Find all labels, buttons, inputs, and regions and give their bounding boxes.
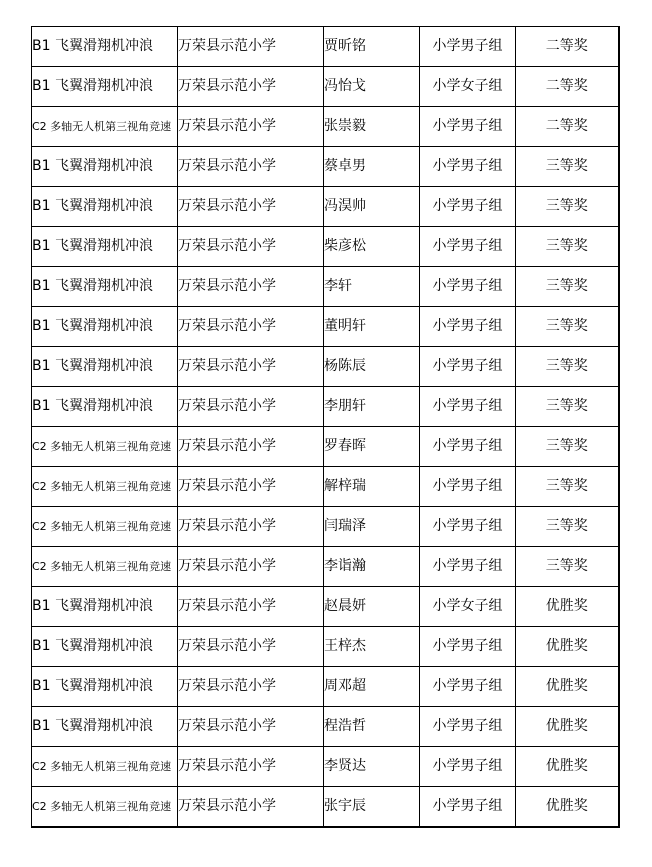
- award-cell: 三等奖: [516, 467, 619, 507]
- student-name-cell: 赵晨妍: [324, 587, 420, 627]
- school-cell: 万荣县示范小学: [178, 507, 324, 547]
- table-row: [32, 587, 619, 627]
- student-name-cell: 张宇辰: [324, 787, 420, 828]
- event-cell: B1 飞翼滑翔机冲浪: [32, 147, 178, 187]
- award-cell: 优胜奖: [516, 707, 619, 747]
- student-name-cell: 周邓超: [324, 667, 420, 707]
- award-cell: 二等奖: [516, 27, 619, 67]
- event-cell: B1 飞翼滑翔机冲浪: [32, 707, 178, 747]
- award-cell: 三等奖: [516, 507, 619, 547]
- school-cell: 万荣县示范小学: [178, 587, 324, 627]
- group-cell: 小学男子组: [420, 427, 516, 467]
- table-row: [32, 427, 619, 467]
- group-cell: 小学男子组: [420, 107, 516, 147]
- event-cell: B1 飞翼滑翔机冲浪: [32, 627, 178, 667]
- group-cell: 小学男子组: [420, 787, 516, 828]
- award-cell: 优胜奖: [516, 587, 619, 627]
- results-table-body: [32, 27, 619, 828]
- event-cell: C2 多轴无人机第三视角竞速: [32, 787, 178, 828]
- student-name-cell: 李轩: [324, 267, 420, 307]
- event-cell: B1 飞翼滑翔机冲浪: [32, 267, 178, 307]
- event-cell: C2 多轴无人机第三视角竞速: [32, 747, 178, 787]
- event-cell: C2 多轴无人机第三视角竞速: [32, 467, 178, 507]
- student-name-cell: 程浩哲: [324, 707, 420, 747]
- group-cell: 小学男子组: [420, 187, 516, 227]
- student-name-cell: 李朋轩: [324, 387, 420, 427]
- student-name-cell: 冯怡戈: [324, 67, 420, 107]
- school-cell: 万荣县示范小学: [178, 787, 324, 828]
- student-name-cell: 柴彦松: [324, 227, 420, 267]
- school-cell: 万荣县示范小学: [178, 267, 324, 307]
- award-cell: 优胜奖: [516, 747, 619, 787]
- group-cell: 小学男子组: [420, 227, 516, 267]
- table-row: [32, 507, 619, 547]
- group-cell: 小学男子组: [420, 307, 516, 347]
- event-cell: B1 飞翼滑翔机冲浪: [32, 27, 178, 67]
- award-cell: 优胜奖: [516, 667, 619, 707]
- table-row: [32, 187, 619, 227]
- school-cell: 万荣县示范小学: [178, 227, 324, 267]
- table-row: [32, 467, 619, 507]
- event-cell: B1 飞翼滑翔机冲浪: [32, 227, 178, 267]
- event-cell: C2 多轴无人机第三视角竞速: [32, 547, 178, 587]
- student-name-cell: 李诣瀚: [324, 547, 420, 587]
- school-cell: 万荣县示范小学: [178, 307, 324, 347]
- student-name-cell: 王梓杰: [324, 627, 420, 667]
- school-cell: 万荣县示范小学: [178, 627, 324, 667]
- student-name-cell: 李贤达: [324, 747, 420, 787]
- school-cell: 万荣县示范小学: [178, 147, 324, 187]
- award-cell: 三等奖: [516, 427, 619, 467]
- table-row: [32, 387, 619, 427]
- event-cell: B1 飞翼滑翔机冲浪: [32, 67, 178, 107]
- group-cell: 小学女子组: [420, 587, 516, 627]
- student-name-cell: 罗春晖: [324, 427, 420, 467]
- table-row: [32, 147, 619, 187]
- table-row: [32, 267, 619, 307]
- group-cell: 小学男子组: [420, 347, 516, 387]
- results-table: [31, 26, 620, 828]
- student-name-cell: 蔡卓男: [324, 147, 420, 187]
- table-row: [32, 787, 619, 828]
- table-row: [32, 227, 619, 267]
- table-row: [32, 67, 619, 107]
- event-cell: B1 飞翼滑翔机冲浪: [32, 307, 178, 347]
- student-name-cell: 张崇毅: [324, 107, 420, 147]
- group-cell: 小学男子组: [420, 27, 516, 67]
- award-cell: 优胜奖: [516, 787, 619, 828]
- table-row: [32, 707, 619, 747]
- school-cell: 万荣县示范小学: [178, 547, 324, 587]
- group-cell: 小学男子组: [420, 707, 516, 747]
- award-cell: 三等奖: [516, 147, 619, 187]
- award-cell: 三等奖: [516, 227, 619, 267]
- group-cell: 小学男子组: [420, 387, 516, 427]
- group-cell: 小学女子组: [420, 67, 516, 107]
- event-cell: C2 多轴无人机第三视角竞速: [32, 107, 178, 147]
- results-sheet: [31, 26, 618, 828]
- group-cell: 小学男子组: [420, 747, 516, 787]
- event-cell: B1 飞翼滑翔机冲浪: [32, 347, 178, 387]
- group-cell: 小学男子组: [420, 147, 516, 187]
- school-cell: 万荣县示范小学: [178, 187, 324, 227]
- school-cell: 万荣县示范小学: [178, 667, 324, 707]
- table-row: [32, 107, 619, 147]
- group-cell: 小学男子组: [420, 667, 516, 707]
- award-cell: 三等奖: [516, 387, 619, 427]
- event-cell: C2 多轴无人机第三视角竞速: [32, 427, 178, 467]
- student-name-cell: 贾昕铭: [324, 27, 420, 67]
- table-row: [32, 27, 619, 67]
- school-cell: 万荣县示范小学: [178, 427, 324, 467]
- school-cell: 万荣县示范小学: [178, 67, 324, 107]
- table-row: [32, 627, 619, 667]
- award-cell: 三等奖: [516, 347, 619, 387]
- group-cell: 小学男子组: [420, 627, 516, 667]
- table-row: [32, 347, 619, 387]
- award-cell: 优胜奖: [516, 627, 619, 667]
- award-cell: 三等奖: [516, 267, 619, 307]
- award-cell: 二等奖: [516, 107, 619, 147]
- event-cell: B1 飞翼滑翔机冲浪: [32, 187, 178, 227]
- event-cell: C2 多轴无人机第三视角竞速: [32, 507, 178, 547]
- school-cell: 万荣县示范小学: [178, 107, 324, 147]
- event-cell: B1 飞翼滑翔机冲浪: [32, 587, 178, 627]
- school-cell: 万荣县示范小学: [178, 747, 324, 787]
- award-cell: 三等奖: [516, 547, 619, 587]
- award-cell: 二等奖: [516, 67, 619, 107]
- student-name-cell: 杨陈辰: [324, 347, 420, 387]
- group-cell: 小学男子组: [420, 467, 516, 507]
- table-row: [32, 307, 619, 347]
- school-cell: 万荣县示范小学: [178, 467, 324, 507]
- event-cell: B1 飞翼滑翔机冲浪: [32, 387, 178, 427]
- student-name-cell: 闫瑞泽: [324, 507, 420, 547]
- student-name-cell: 冯淏帅: [324, 187, 420, 227]
- table-row: [32, 747, 619, 787]
- school-cell: 万荣县示范小学: [178, 707, 324, 747]
- group-cell: 小学男子组: [420, 267, 516, 307]
- school-cell: 万荣县示范小学: [178, 347, 324, 387]
- student-name-cell: 解梓瑞: [324, 467, 420, 507]
- school-cell: 万荣县示范小学: [178, 27, 324, 67]
- event-cell: B1 飞翼滑翔机冲浪: [32, 667, 178, 707]
- group-cell: 小学男子组: [420, 547, 516, 587]
- table-row: [32, 667, 619, 707]
- award-cell: 三等奖: [516, 307, 619, 347]
- school-cell: 万荣县示范小学: [178, 387, 324, 427]
- award-cell: 三等奖: [516, 187, 619, 227]
- student-name-cell: 董明轩: [324, 307, 420, 347]
- group-cell: 小学男子组: [420, 507, 516, 547]
- table-row: [32, 547, 619, 587]
